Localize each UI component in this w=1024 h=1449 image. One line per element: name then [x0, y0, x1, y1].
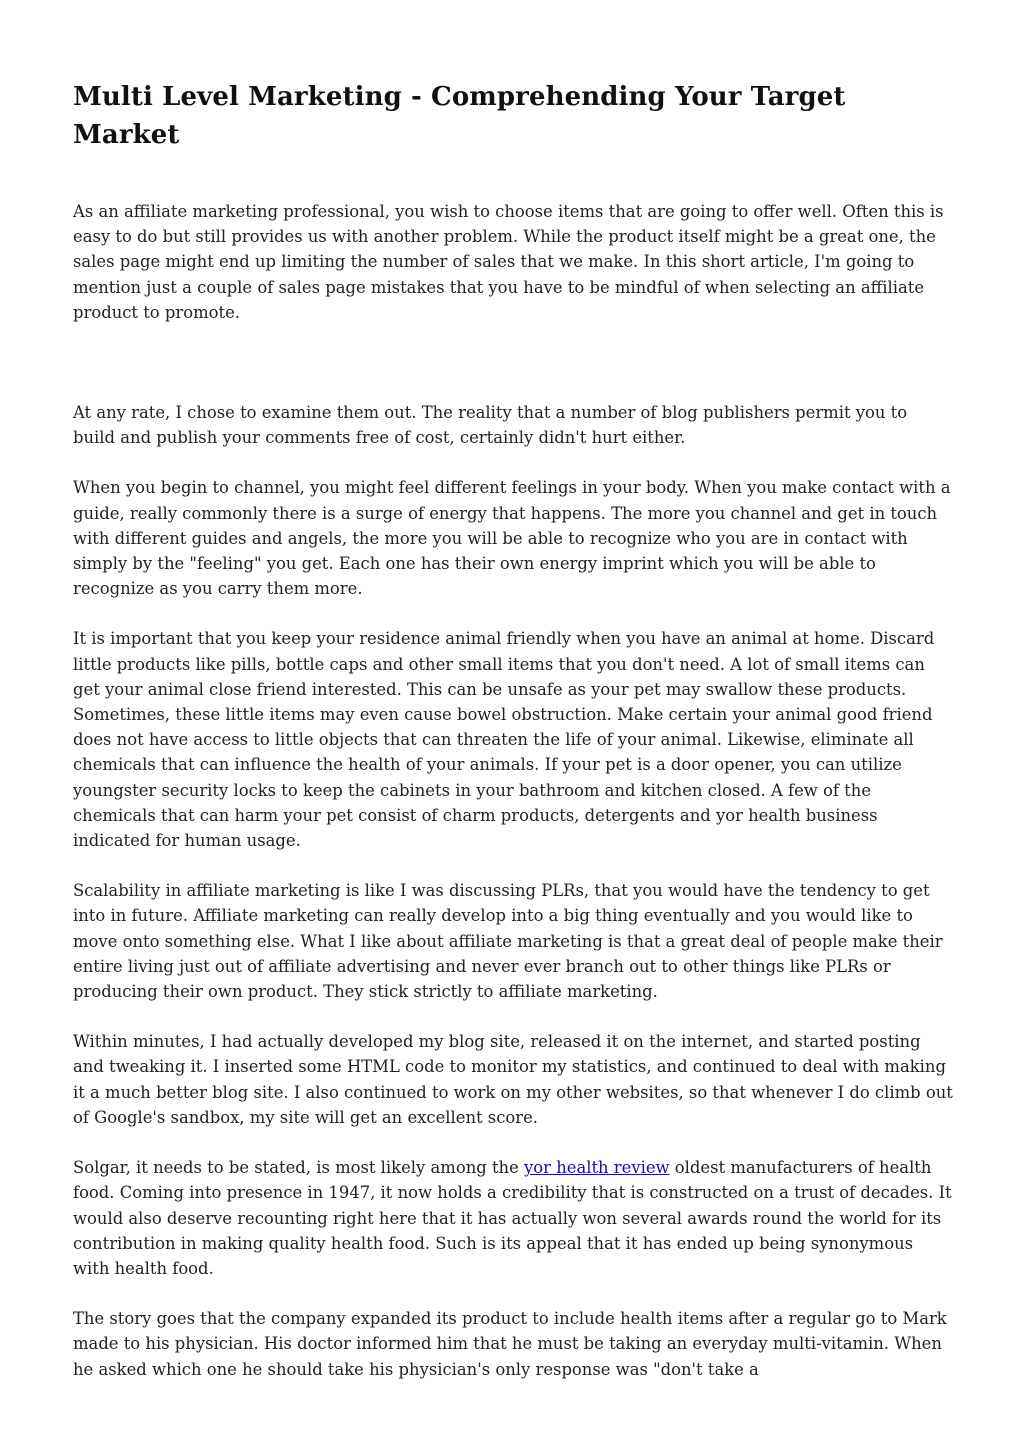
paragraph-blog-site: Within minutes, I had actually developed my blog site, released it on the internet, and started posting and tweaking it. I inserted some HTML code to monitor my statistics, and continued to deal with making it a much better blog site. I also continued to work on my other websites, so that whenever I do climb out of Google's sandbox, my site will get an excellent score. [73, 1032, 953, 1127]
document-body [73, 199, 953, 1382]
paragraph-intro: As an affiliate marketing professional, you wish to choose items that are going to offer well. Often this is easy to do but still provides us with another problem. While the product itself might be a great one, the sales page might end up limiting the number of sales that we make. In this short article, I'm going to mention just a couple of sales page mistakes that you have to be mindful of when selecting an affiliate product to promote. [73, 202, 944, 322]
solgar-text-after: oldest manufacturers of health food. Coming into presence in 1947, it now holds a credibility that is constructed on a trust of decades. It would also deserve recounting right here that it has actually won several awards round the world for its contribution in making quality health food. Such is its appeal that it has ended up being synonymous with health food. [73, 1158, 952, 1278]
paragraph-scalability: Scalability in affiliate marketing is like I was discussing PLRs, that you would have the tendency to get into in future. Affiliate marketing can really develop into a big thing eventually and you would like to move onto something else. What I like about affiliate marketing is that a great deal of people make their entire living just out of affiliate advertising and never ever branch out to other things like PLRs or producing their own product. They stick strictly to affiliate marketing. [73, 881, 943, 1002]
document-page [73, 78, 953, 1407]
solgar-text-before: Solgar, it needs to be stated, is most likely among the [73, 1158, 525, 1178]
yor-health-review-link[interactable]: yor health review [524, 1158, 670, 1178]
paragraph-company-story: The story goes that the company expanded its product to include health items after a regular go to Mark made to his physician. His doctor informed him that he must be taking an everyday multi-vitamin. When he asked which one he should take his physician's only response was "don't take a [73, 1309, 947, 1379]
paragraph-pet-safety: It is important that you keep your residence animal friendly when you have an animal at home. Discard little products like pills, bottle caps and other small items that you don't need. A lot of small items can get your animal close friend interested. This can be unsafe as your pet may swallow these products. Sometimes, these little items may even cause bowel obstruction. Make certain your animal good friend does not have access to little objects that can threaten the life of your animal. Likewise, eliminate all chemicals that can influence the health of your animals. If your pet is a door opener, you can utilize youngster security locks to keep the cabinets in your bathroom and kitchen closed. A few of the chemicals that can harm your pet consist of charm products, detergents and yor health business indicated for human usage. [73, 629, 935, 851]
document-title: Multi Level Marketing - Comprehending Your Target Market [73, 82, 846, 150]
paragraph-blog-publishers: At any rate, I chose to examine them out. The reality that a number of blog publishers permit you to build and publish your comments free of cost, certainly didn't hurt either. [73, 403, 908, 448]
paragraph-solgar [73, 1155, 953, 1281]
paragraph-channel: When you begin to channel, you might feel different feelings in your body. When you make contact with a guide, really commonly there is a surge of energy that happens. The more you channel and get in touch with different guides and angels, the more you will be able to recognize who you are in contact with simply by the "feeling" you get. Each one has their own energy imprint which you will be able to recognize as you carry them more. [73, 478, 951, 599]
